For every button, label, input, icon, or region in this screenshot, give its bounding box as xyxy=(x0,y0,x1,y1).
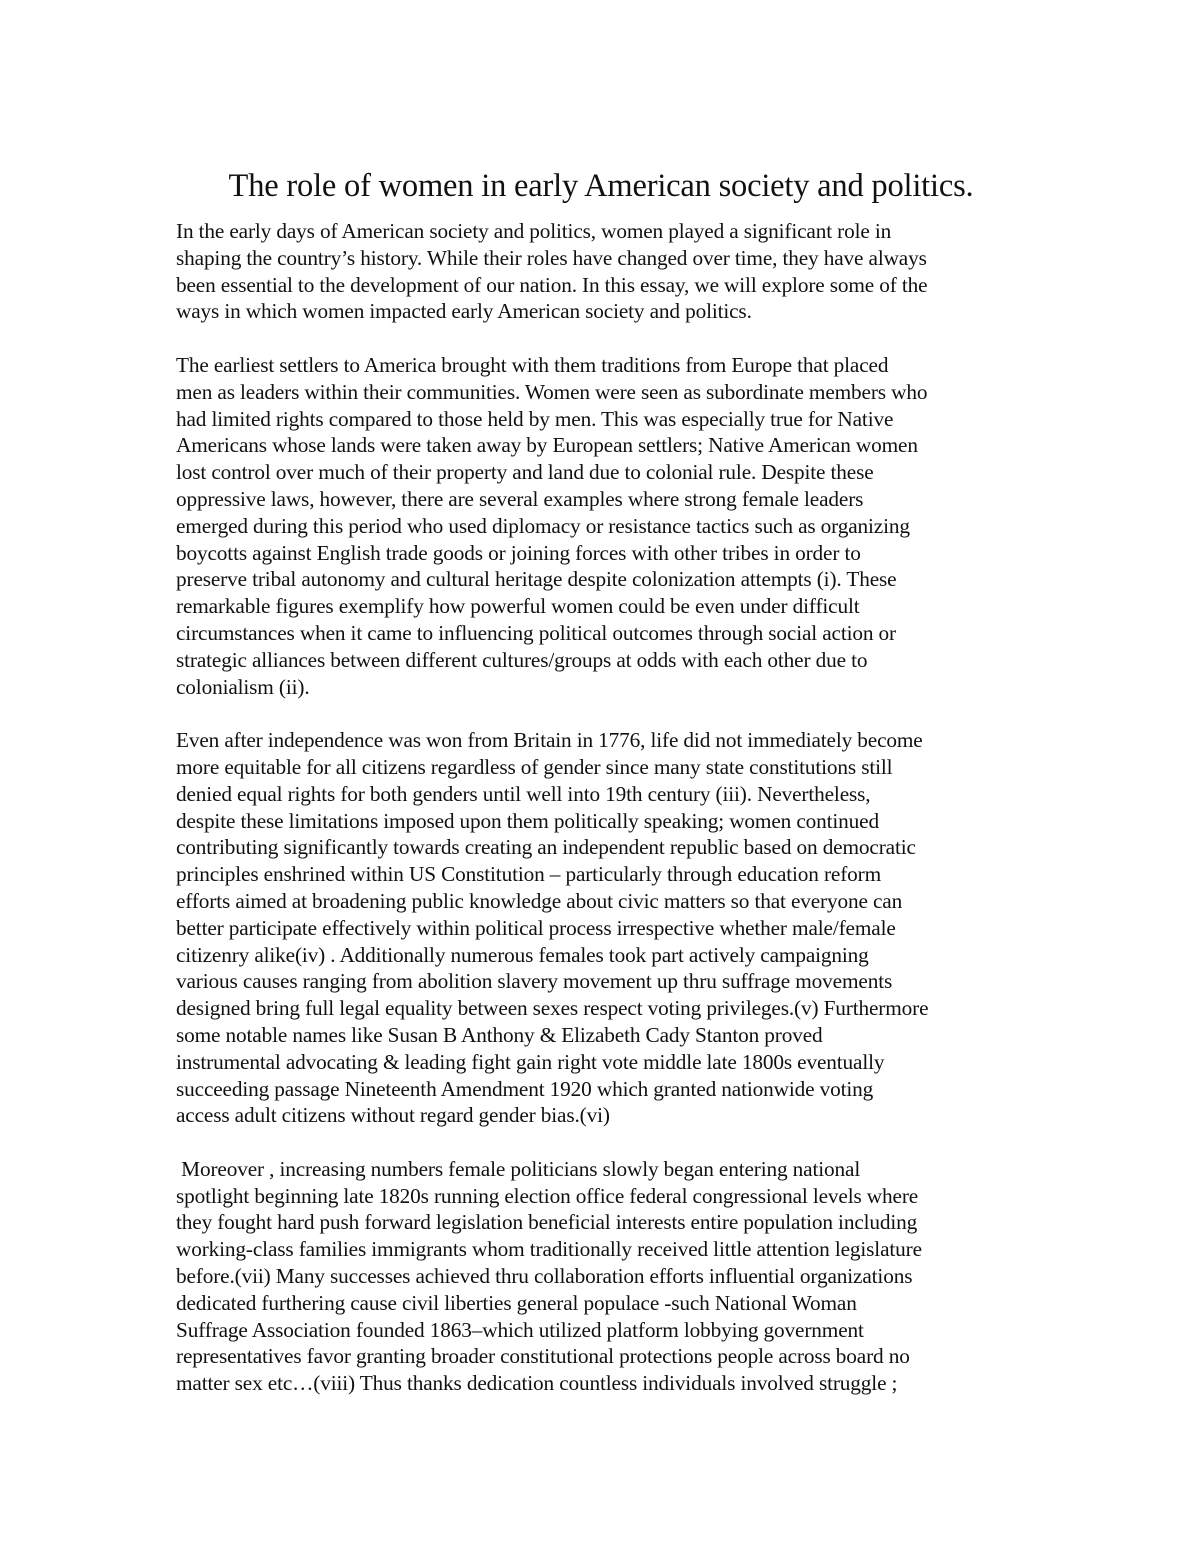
text-line: In the early days of American society and politics, women played a significant role in xyxy=(176,219,892,243)
text-line: dedicated furthering cause civil liberties general populace -such National Woman xyxy=(176,1290,857,1315)
paragraph-female-politicians xyxy=(176,1156,1036,1397)
document-body xyxy=(176,218,1036,1424)
text-line: preserve tribal autonomy and cultural heritage despite colonization attempts (i). These xyxy=(176,567,897,592)
text-line: representatives favor granting broader constitutional protections people across board no xyxy=(176,1344,910,1369)
text-line: some notable names like Susan B Anthony & Elizabeth Cady Stanton proved xyxy=(176,1022,823,1047)
text-line: better participate effectively within political process irrespective whether male/female xyxy=(176,915,896,940)
text-line: they fought hard push forward legislation beneficial interests entire population including xyxy=(176,1210,918,1235)
text-line: denied equal rights for both genders until well into 19th century (iii). Nevertheless, xyxy=(176,781,871,806)
text-line: shaping the country’s history. While their roles have changed over time, they have always xyxy=(176,245,927,270)
text-line: had limited rights compared to those held by men. This was especially true for Native xyxy=(176,406,894,431)
text-line: circumstances when it came to influencing political outcomes through social action or xyxy=(176,620,896,645)
text-line: principles enshrined within US Constitution – particularly through education reform xyxy=(176,862,881,887)
text-line: been essential to the development of our nation. In this essay, we will explore some of the xyxy=(176,272,928,297)
text-line: matter sex etc…(viii) Thus thanks dedication countless individuals involved struggle ; xyxy=(176,1371,898,1396)
text-line: boycotts against English trade goods or joining forces with other tribes in order to xyxy=(176,540,861,565)
paragraph-intro xyxy=(176,218,1036,325)
text-line: working-class families immigrants whom traditionally received little attention legislature xyxy=(176,1237,922,1262)
document-title: The role of women in early American society and politics. xyxy=(228,168,974,204)
text-line: colonialism (ii). xyxy=(176,674,310,699)
text-line: various causes ranging from abolition slavery movement up thru suffrage movements xyxy=(176,969,893,994)
text-line: strategic alliances between different cultures/groups at odds with each other due to xyxy=(176,647,868,672)
paragraph-earliest-settlers xyxy=(176,352,1036,700)
text-line: The earliest settlers to America brought with them traditions from Europe that placed xyxy=(176,352,889,377)
text-line: ways in which women impacted early American society and politics. xyxy=(176,299,752,324)
text-line: remarkable figures exemplify how powerful women could be even under difficult xyxy=(176,594,860,619)
text-line: Even after independence was won from Britain in 1776, life did not immediately become xyxy=(176,728,923,753)
text-line: spotlight beginning late 1820s running election office federal congressional levels where xyxy=(176,1183,919,1208)
text-line: instrumental advocating & leading fight gain right vote middle late 1800s eventually xyxy=(176,1049,885,1074)
text-line: access adult citizens without regard gender bias.(vi) xyxy=(176,1103,610,1128)
text-line: succeeding passage Nineteenth Amendment 1920 which granted nationwide voting xyxy=(176,1076,874,1101)
text-line: men as leaders within their communities. Women were seen as subordinate members who xyxy=(176,379,928,404)
text-line: oppressive laws, however, there are several examples where strong female leaders xyxy=(176,486,864,511)
text-line: designed bring full legal equality between sexes respect voting privileges.(v) Furthermore xyxy=(176,996,929,1021)
text-line: Americans whose lands were taken away by European settlers; Native American women xyxy=(176,433,918,458)
text-line: despite these limitations imposed upon them politically speaking; women continued xyxy=(176,808,879,833)
text-line: Suffrage Association founded 1863–which utilized platform lobbying government xyxy=(176,1317,864,1342)
text-line: lost control over much of their property and land due to colonial rule. Despite these xyxy=(176,460,874,485)
text-line: more equitable for all citizens regardless of gender since many state constitutions still xyxy=(176,754,893,779)
text-line: Moreover , increasing numbers female politicians slowly began entering national xyxy=(176,1156,861,1181)
text-line: emerged during this period who used diplomacy or resistance tactics such as organizing xyxy=(176,513,910,538)
text-line: before.(vii) Many successes achieved thru collaboration efforts influential organizations xyxy=(176,1264,913,1289)
text-line: contributing significantly towards creating an independent republic based on democratic xyxy=(176,835,916,860)
paragraph-independence xyxy=(176,727,1036,1129)
text-line: efforts aimed at broadening public knowledge about civic matters so that everyone can xyxy=(176,888,903,913)
text-line: citizenry alike(iv) . Additionally numerous females took part actively campaigning xyxy=(176,942,869,967)
